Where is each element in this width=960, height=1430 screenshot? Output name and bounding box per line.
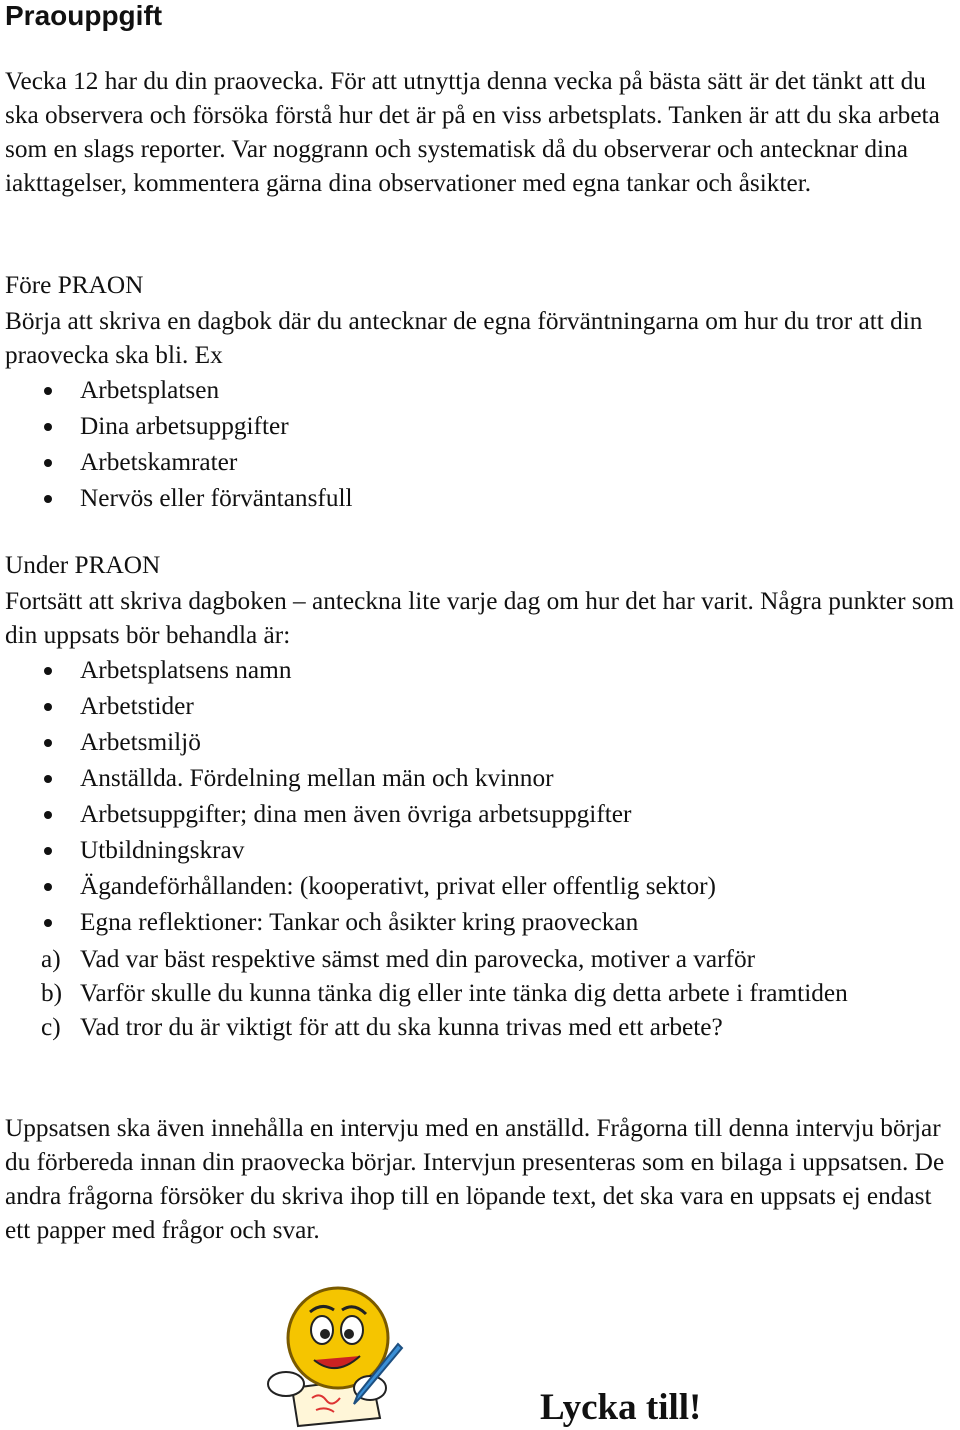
bullet-icon bbox=[44, 739, 52, 747]
list-item: Arbetsmiljö bbox=[5, 724, 716, 760]
under-list bbox=[5, 652, 716, 940]
bullet-icon bbox=[44, 919, 52, 927]
reflection-list bbox=[5, 942, 960, 1044]
closing-paragraph: Uppsatsen ska även innehålla en intervju med en anställd. Frågorna till denna intervju börjar du förbereda innan din praovecka börjar. Intervjun presenteras som en bilaga i uppsatsen. De andra frågorna försöker du skriva ihop till en löpande text, det ska vara en uppsats ej endast ett papper med frågor och svar. bbox=[5, 1114, 945, 1244]
bullet-icon bbox=[44, 459, 52, 467]
list-item: Nervös eller förväntansfull bbox=[5, 480, 353, 516]
smiley-writing-icon bbox=[252, 1278, 422, 1428]
bullet-icon bbox=[44, 703, 52, 711]
list-item: a) Vad var bäst respektive sämst med din parovecka, motiver a varför bbox=[41, 945, 756, 973]
list-item: Arbetsplatsens namn bbox=[5, 652, 716, 688]
page-title: Praouppgift bbox=[5, 0, 163, 31]
bullet-icon bbox=[44, 883, 52, 891]
fore-list bbox=[5, 372, 353, 516]
bullet-icon bbox=[44, 423, 52, 431]
bullet-icon bbox=[44, 495, 52, 503]
bullet-icon bbox=[44, 387, 52, 395]
signoff-text: Lycka till! bbox=[540, 1387, 702, 1428]
fore-heading: Före PRAON bbox=[5, 271, 144, 299]
list-item: Arbetstider bbox=[5, 688, 716, 724]
list-item: Egna reflektioner: Tankar och åsikter kring praoveckan bbox=[5, 904, 716, 940]
list-item: b) Varför skulle du kunna tänka dig eller inte tänka dig detta arbete i framtiden bbox=[41, 979, 848, 1007]
list-item: Ägandeförhållanden: (kooperativt, privat eller offentlig sektor) bbox=[5, 868, 716, 904]
bullet-icon bbox=[44, 811, 52, 819]
bullet-icon bbox=[44, 775, 52, 783]
list-item: Arbetsuppgifter; dina men även övriga arbetsuppgifter bbox=[5, 796, 716, 832]
under-heading: Under PRAON bbox=[5, 551, 161, 579]
list-item: Utbildningskrav bbox=[5, 832, 716, 868]
list-item: Dina arbetsuppgifter bbox=[5, 408, 353, 444]
fore-paragraph: Börja att skriva en dagbok där du antecknar de egna förväntningarna om hur du tror att din praovecka ska bli. Ex bbox=[5, 307, 923, 369]
bullet-icon bbox=[44, 847, 52, 855]
bullet-icon bbox=[44, 667, 52, 675]
under-paragraph: Fortsätt att skriva dagboken – anteckna lite varje dag om hur det har varit. Några punkter som din uppsats bör behandla är: bbox=[5, 587, 955, 649]
list-item: Arbetskamrater bbox=[5, 444, 353, 480]
list-item: Anställda. Fördelning mellan män och kvinnor bbox=[5, 760, 716, 796]
list-item: Arbetsplatsen bbox=[5, 372, 353, 408]
intro-paragraph: Vecka 12 har du din praovecka. För att utnyttja denna vecka på bästa sätt är det tänkt att du ska observera och försöka förstå hur det är på en viss arbetsplats. Tanken är att du ska arbeta som en slags reporter. Var noggrann och systematisk då du observerar och antecknar dina iakttagelser, kommentera gärna dina observationer med egna tankar och åsikter. bbox=[5, 67, 940, 197]
list-item: c) Vad tror du är viktigt för att du ska kunna trivas med ett arbete? bbox=[41, 1013, 723, 1041]
